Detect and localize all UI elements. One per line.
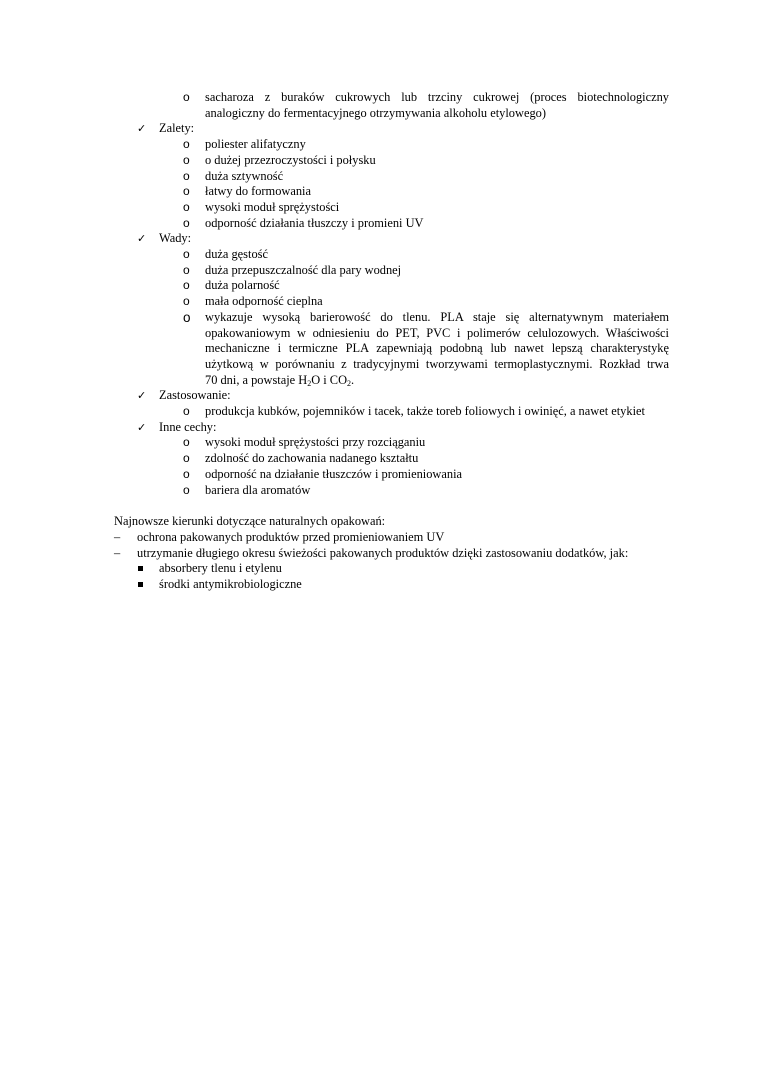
list-item-text: absorbery tlenu i etylenu bbox=[159, 561, 282, 576]
list-item bbox=[0, 483, 669, 499]
section-heading-wady bbox=[0, 231, 760, 247]
section-label: Inne cechy: bbox=[159, 419, 217, 434]
list-item bbox=[0, 247, 669, 263]
list-item-text: duża przepuszczalność dla pary wodnej bbox=[205, 262, 402, 277]
list-item-text: ochrona pakowanych produktów przed promieniowaniem UV bbox=[137, 529, 445, 544]
circle-bullet-icon: o bbox=[183, 168, 190, 183]
dash-bullet-icon: – bbox=[114, 529, 121, 544]
text-run: . bbox=[351, 372, 355, 387]
checkmark-icon: ✓ bbox=[137, 232, 147, 246]
text-run: 70 dni, a powstaje H bbox=[205, 372, 308, 387]
list-item-long bbox=[0, 310, 669, 389]
list-item bbox=[0, 435, 669, 451]
list-item-text: użytkową w porównaniu z tradycyjnymi tworzywami termoplastycznymi. Rozkład trwa bbox=[205, 356, 669, 371]
list-item-text: mechaniczne i termiczne PLA zapewniają podobną lub nawet lepszą charakterystykę bbox=[205, 341, 669, 356]
list-item-text bbox=[205, 373, 669, 389]
list-item bbox=[0, 169, 669, 185]
list-item bbox=[0, 184, 669, 200]
circle-bullet-icon: o bbox=[183, 215, 190, 230]
list-item-text: duża polarność bbox=[205, 278, 280, 293]
circle-bullet-icon: o bbox=[183, 247, 190, 262]
circle-bullet-icon: o bbox=[183, 262, 190, 277]
document-body bbox=[0, 90, 760, 593]
square-bullet-icon bbox=[138, 566, 143, 571]
dash-bullet-icon: – bbox=[114, 545, 121, 560]
circle-bullet-icon: o bbox=[183, 294, 190, 309]
list-item-text: opakowaniowym w odniesieniu do PET, PVC i polimerów celulozowych. Właściwości bbox=[205, 325, 669, 340]
circle-bullet-icon: o bbox=[183, 199, 190, 214]
list-item-text: zdolność do zachowania nadanego kształtu bbox=[205, 451, 419, 466]
checkmark-icon: ✓ bbox=[137, 389, 147, 403]
list-item-text: wysoki moduł sprężystości bbox=[205, 199, 340, 214]
section-label: Zastosowanie: bbox=[159, 388, 231, 403]
list-item bbox=[0, 467, 669, 483]
section-label: Zalety: bbox=[159, 121, 195, 136]
list-item-text: łatwy do formowania bbox=[205, 184, 311, 199]
list-item bbox=[0, 561, 760, 577]
circle-bullet-icon: o bbox=[183, 451, 190, 466]
list-item-text: utrzymanie długiego okresu świeżości pakowanych produktów dzięki zastosowaniu dodatków, jak: bbox=[137, 545, 629, 560]
section-heading-inne bbox=[0, 420, 760, 436]
section-heading-zastosowanie bbox=[0, 388, 760, 404]
list-item-text: produkcja kubków, pojemników i tacek, także toreb foliowych i owinięć, a nawet etykiet bbox=[205, 404, 645, 419]
checkmark-icon: ✓ bbox=[137, 122, 147, 136]
list-item-text: duża gęstość bbox=[205, 247, 268, 262]
list-item-text: poliester alifatyczny bbox=[205, 137, 306, 152]
list-item-text: mała odporność cieplna bbox=[205, 294, 323, 309]
list-item-text: sacharoza z buraków cukrowych lub trzciny cukrowej (proces biotechnologiczny bbox=[205, 90, 669, 104]
section-heading-zalety bbox=[0, 121, 760, 137]
circle-bullet-icon: o bbox=[183, 184, 190, 199]
circle-bullet-icon: o bbox=[183, 152, 190, 167]
list-item bbox=[0, 263, 669, 279]
list-item bbox=[0, 216, 669, 232]
square-bullet-icon bbox=[138, 582, 143, 587]
paragraph-spacer bbox=[0, 498, 760, 514]
circle-bullet-icon: o bbox=[183, 278, 190, 293]
checkmark-icon: ✓ bbox=[137, 420, 147, 434]
list-item-text: odporność działania tłuszczy i promieni UV bbox=[205, 215, 424, 230]
circle-bullet-icon: o bbox=[183, 404, 190, 419]
list-item bbox=[0, 546, 760, 562]
list-item bbox=[0, 577, 760, 593]
subscript: 2 bbox=[307, 378, 312, 388]
list-item-text: bariera dla aromatów bbox=[205, 482, 311, 497]
list-item bbox=[0, 200, 669, 216]
list-item bbox=[0, 294, 669, 310]
list-item bbox=[0, 530, 760, 546]
circle-bullet-icon: o bbox=[183, 90, 190, 104]
text-run: O i CO bbox=[311, 372, 348, 387]
circle-bullet-icon: o bbox=[183, 309, 191, 325]
circle-bullet-icon: o bbox=[183, 466, 190, 481]
list-item bbox=[0, 278, 669, 294]
list-item bbox=[0, 153, 669, 169]
list-item-text: odporność na działanie tłuszczów i promieniowania bbox=[205, 466, 463, 481]
section-label: Wady: bbox=[159, 231, 192, 246]
list-item bbox=[0, 90, 669, 121]
subscript: 2 bbox=[347, 378, 352, 388]
circle-bullet-icon: o bbox=[183, 137, 190, 152]
paragraph-heading: Najnowsze kierunki dotyczące naturalnych opakowań: bbox=[114, 514, 386, 529]
circle-bullet-icon: o bbox=[183, 482, 190, 497]
list-item-text: środki antymikrobiologiczne bbox=[159, 577, 302, 592]
list-item bbox=[0, 137, 669, 153]
list-item-text: wykazuje wysoką barierowość do tlenu. PLA staje się alternatywnym materiałem bbox=[205, 309, 669, 324]
list-item-text: wysoki moduł sprężystości przy rozciąganiu bbox=[205, 435, 426, 450]
circle-bullet-icon: o bbox=[183, 435, 190, 450]
list-item-text: o dużej przezroczystości i połysku bbox=[205, 152, 376, 167]
list-item bbox=[0, 404, 685, 420]
list-item-text: duża sztywność bbox=[205, 168, 284, 183]
list-item bbox=[0, 451, 669, 467]
list-item-text: analogiczny do fermentacyjnego otrzymywania alkoholu etylowego) bbox=[205, 105, 546, 120]
